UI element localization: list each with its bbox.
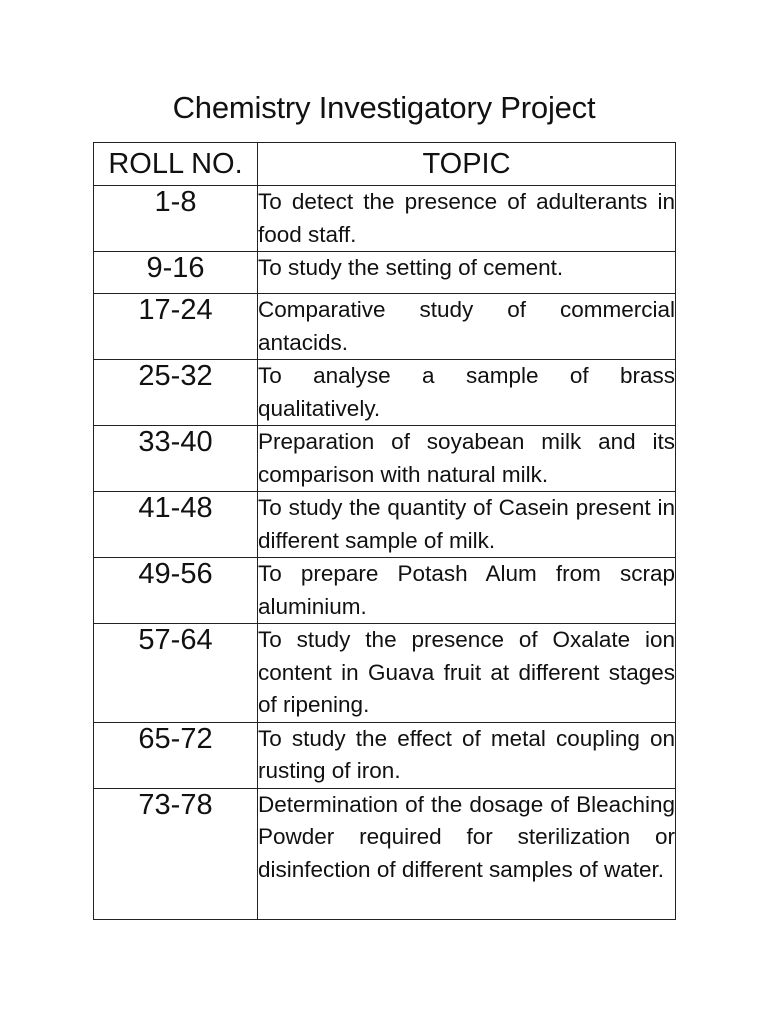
topic-header: TOPIC	[258, 143, 676, 186]
topic-cell	[258, 294, 676, 360]
table-row	[94, 624, 676, 723]
topic-cell	[258, 186, 676, 252]
roll-range-cell: 9-16	[94, 252, 258, 294]
topic-text: To detect the presence of adulterants in food staff.	[258, 189, 675, 247]
topic-cell	[258, 426, 676, 492]
topic-text: To prepare Potash Alum from scrap aluminium.	[258, 561, 675, 619]
table-header-row	[94, 143, 676, 186]
roll-range-cell: 33-40	[94, 426, 258, 492]
roll-range-cell: 73-78	[94, 788, 258, 919]
topic-cell	[258, 360, 676, 426]
table-row	[94, 558, 676, 624]
topic-cell	[258, 624, 676, 723]
topic-text: Preparation of soyabean milk and its comparison with natural milk.	[258, 429, 675, 487]
roll-no-header: ROLL NO.	[94, 143, 258, 186]
table-row	[94, 722, 676, 788]
topic-cell	[258, 788, 676, 919]
roll-range-cell: 57-64	[94, 624, 258, 723]
topic-text: To analyse a sample of brass qualitatively.	[258, 363, 675, 421]
roll-range-cell: 17-24	[94, 294, 258, 360]
roll-range-cell: 49-56	[94, 558, 258, 624]
table-row	[94, 252, 676, 294]
roll-range-cell: 41-48	[94, 492, 258, 558]
topic-text: Determination of the dosage of Bleaching Powder required for sterilization or disinfection of different samples of water.	[258, 791, 675, 882]
topic-text: To study the quantity of Casein present in different sample of milk.	[258, 495, 675, 553]
roll-range-cell: 25-32	[94, 360, 258, 426]
page-title: Chemistry Investigatory Project	[172, 90, 596, 125]
table-row	[94, 788, 676, 919]
project-topics-table	[93, 142, 676, 920]
roll-range-cell: 1-8	[94, 186, 258, 252]
table-row	[94, 426, 676, 492]
topic-cell	[258, 252, 676, 294]
table-row	[94, 492, 676, 558]
topic-text: Comparative study of commercial antacids.	[258, 297, 675, 355]
roll-range-cell: 65-72	[94, 722, 258, 788]
topic-cell	[258, 558, 676, 624]
table-row	[94, 186, 676, 252]
topic-text: To study the setting of cement.	[258, 255, 564, 280]
topic-text: To study the effect of metal coupling on rusting of iron.	[258, 725, 675, 783]
table-row	[94, 294, 676, 360]
topic-text: To study the presence of Oxalate ion content in Guava fruit at different stages of ripening.	[258, 627, 675, 717]
topic-cell	[258, 722, 676, 788]
topic-cell	[258, 492, 676, 558]
table-row	[94, 360, 676, 426]
